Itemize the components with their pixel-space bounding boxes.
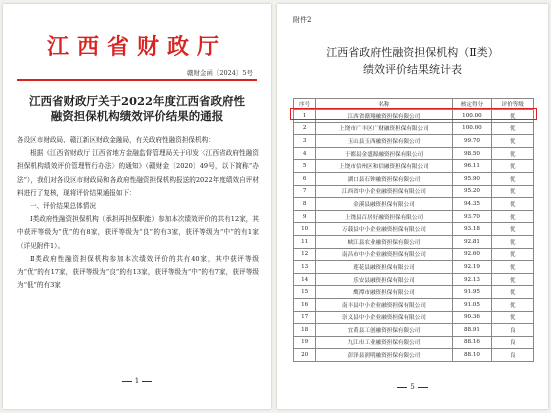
- score: 95.90: [452, 172, 492, 185]
- score: 93.70: [452, 210, 492, 223]
- score: 100.00: [452, 110, 492, 123]
- institution-name: 宜黄县工创融资担保有限公司: [316, 324, 452, 337]
- institution-name: 南昌市中小企业融资担保有限公司: [316, 248, 452, 261]
- grade: 优: [492, 172, 534, 185]
- institution-name: 江西省赣翔融资担保有限公司: [316, 110, 452, 123]
- paragraph-class-two: Ⅱ类政府性融资担保机构参加本次绩效评价的共有40家，其中获评等级为“优”的有17家，获评等级为“良”的有13家，获评等级为“中”的有7家，获评等级为“低”的有3家: [17, 254, 259, 290]
- row-number: 9: [294, 210, 316, 223]
- grade: 良: [492, 336, 534, 349]
- grade: 良: [492, 349, 534, 362]
- table-row: [294, 198, 534, 211]
- row-number: 14: [294, 273, 316, 286]
- score: 91.95: [452, 286, 492, 299]
- grade: 良: [492, 324, 534, 337]
- table-row: [294, 235, 534, 248]
- score: 94.35: [452, 198, 492, 211]
- institution-name: 于都县金盛源融资担保有限公司: [316, 147, 452, 160]
- grade: 优: [492, 135, 534, 148]
- institution-name: 彭泽县润明融资担保有限公司: [316, 349, 452, 362]
- row-number: 12: [294, 248, 316, 261]
- table-row: [294, 261, 534, 274]
- grade: 优: [492, 210, 534, 223]
- document-title: [13, 94, 261, 124]
- table-title-line-1: 江西省政府性融资担保机构（Ⅱ类）: [326, 46, 499, 59]
- grade: 优: [492, 122, 534, 135]
- institution-name: 上饶市广丰区广财融资担保有限公司: [316, 122, 452, 135]
- score: 90.36: [452, 311, 492, 324]
- institution-name: 峡江县农业融资担保有限公司: [316, 235, 452, 248]
- grade: 优: [492, 223, 534, 236]
- row-number: 17: [294, 311, 316, 324]
- paragraph-basis: 根据《江西省财政厅 江西省地方金融监督管理局关于印发〈江西省政府性融资担保机构绩效评价管理暂行办法〉的通知》（赣财金〔2020〕49号，以下简称“办法”），我们对各设区市财政局和各政府性融资担保机构报送的2022年度绩效自评材料进行了复核，现将评价结果通报如下：: [17, 149, 259, 197]
- institution-name: 莲花县融资担保有限公司: [316, 261, 452, 274]
- page-number-left: 1: [3, 377, 271, 385]
- salutation: 各设区市财政局、赣江新区财政金融局，有关政府性融资担保机构：: [17, 136, 215, 144]
- score: 92.81: [452, 235, 492, 248]
- document-page-left: [3, 4, 271, 409]
- row-number: 7: [294, 185, 316, 198]
- table-title-line-2: 绩效评价结果统计表: [363, 63, 462, 76]
- table-row: [294, 223, 534, 236]
- institution-name: 金溪县融资担保有限公司: [316, 198, 452, 211]
- score: 92.13: [452, 273, 492, 286]
- document-body: [17, 134, 259, 292]
- row-number: 16: [294, 298, 316, 311]
- row-number: 1: [294, 110, 316, 123]
- table-row: [294, 210, 534, 223]
- institution-name: 乐安县融资担保有限公司: [316, 273, 452, 286]
- score: 92.19: [452, 261, 492, 274]
- page-number-right: 5: [277, 383, 548, 391]
- institution-name: 南丰县中小企业融资担保有限公司: [316, 298, 452, 311]
- score: 95.20: [452, 185, 492, 198]
- table-title: [277, 44, 548, 78]
- institution-name: 玉山县玉西融资担保有限公司: [316, 135, 452, 148]
- institution-name: 湖口县石钟融资担保有限公司: [316, 172, 452, 185]
- score: 98.50: [452, 147, 492, 160]
- results-table: [293, 98, 534, 362]
- grade: 优: [492, 298, 534, 311]
- table-row: [294, 185, 534, 198]
- grade: 优: [492, 261, 534, 274]
- score: 96.11: [452, 160, 492, 173]
- row-number: 19: [294, 336, 316, 349]
- table-row: [294, 298, 534, 311]
- table-row: [294, 248, 534, 261]
- row-number: 6: [294, 172, 316, 185]
- grade: 优: [492, 147, 534, 160]
- institution-name: 鹰潭市融资担保有限公司: [316, 286, 452, 299]
- table-row: [294, 135, 534, 148]
- grade: 优: [492, 286, 534, 299]
- institution-name: 万载县中小企业融资担保有限公司: [316, 223, 452, 236]
- grade: 优: [492, 235, 534, 248]
- document-number: 赣财金函〔2024〕5号: [186, 69, 253, 77]
- paragraph-class-one: Ⅰ类政府性融资担保机构（承担再担保职能）参加本次绩效评价的共有12家，其中获评等级为“优”的有8家，获评等级为“良”的有3家，获评等级为“中”的有1家（详见附件1）。: [17, 215, 259, 250]
- red-divider: [17, 79, 257, 81]
- table-row: [294, 311, 534, 324]
- document-page-right: [277, 4, 548, 409]
- institution-name: 九江市工业融资担保有限公司: [316, 336, 452, 349]
- grade: 优: [492, 185, 534, 198]
- letterhead: 江西省财政厅: [46, 34, 227, 60]
- score: 88.16: [452, 336, 492, 349]
- table-row: [294, 286, 534, 299]
- row-number: 4: [294, 147, 316, 160]
- institution-name: 上饶县百居好融资担保有限公司: [316, 210, 452, 223]
- row-number: 2: [294, 122, 316, 135]
- attachment-label: 附件2: [293, 16, 312, 24]
- institution-name: 崇义县中小企业融资担保有限公司: [316, 311, 452, 324]
- row-number: 18: [294, 324, 316, 337]
- table-row: [294, 172, 534, 185]
- header-grade: 评价等级: [492, 99, 534, 110]
- grade: 优: [492, 311, 534, 324]
- title-line-2: 融资担保机构绩效评价结果的通报: [50, 109, 224, 123]
- score: 99.70: [452, 135, 492, 148]
- header-number: 序号: [294, 99, 316, 110]
- title-line-1: 江西省财政厅关于2022年度江西省政府性: [28, 94, 245, 108]
- table-row: [294, 273, 534, 286]
- table-row: [294, 147, 534, 160]
- row-number: 20: [294, 349, 316, 362]
- grade: 优: [492, 273, 534, 286]
- grade: 优: [492, 198, 534, 211]
- row-number: 11: [294, 235, 316, 248]
- grade: 优: [492, 248, 534, 261]
- header-score: 核定得分: [452, 99, 492, 110]
- institution-name: 上饶市信州区和信融资担保有限公司: [316, 160, 452, 173]
- section-heading: 一、评价结果总体情况: [30, 202, 96, 211]
- score: 92.60: [452, 248, 492, 261]
- table-row: [294, 349, 534, 362]
- table-row: [294, 324, 534, 337]
- score: 93.18: [452, 223, 492, 236]
- table-row: [294, 160, 534, 173]
- score: 88.91: [452, 324, 492, 337]
- highlight-box: [290, 108, 537, 120]
- grade: 优: [492, 160, 534, 173]
- row-number: 3: [294, 135, 316, 148]
- row-number: 15: [294, 286, 316, 299]
- score: 91.05: [452, 298, 492, 311]
- row-number: 13: [294, 261, 316, 274]
- table-row: [294, 122, 534, 135]
- header-name: 名称: [316, 99, 452, 110]
- score: 88.10: [452, 349, 492, 362]
- table-row: [294, 336, 534, 349]
- row-number: 8: [294, 198, 316, 211]
- grade: 优: [492, 110, 534, 123]
- row-number: 10: [294, 223, 316, 236]
- score: 100.00: [452, 122, 492, 135]
- row-number: 5: [294, 160, 316, 173]
- institution-name: 江西省中小企业融资担保有限公司: [316, 185, 452, 198]
